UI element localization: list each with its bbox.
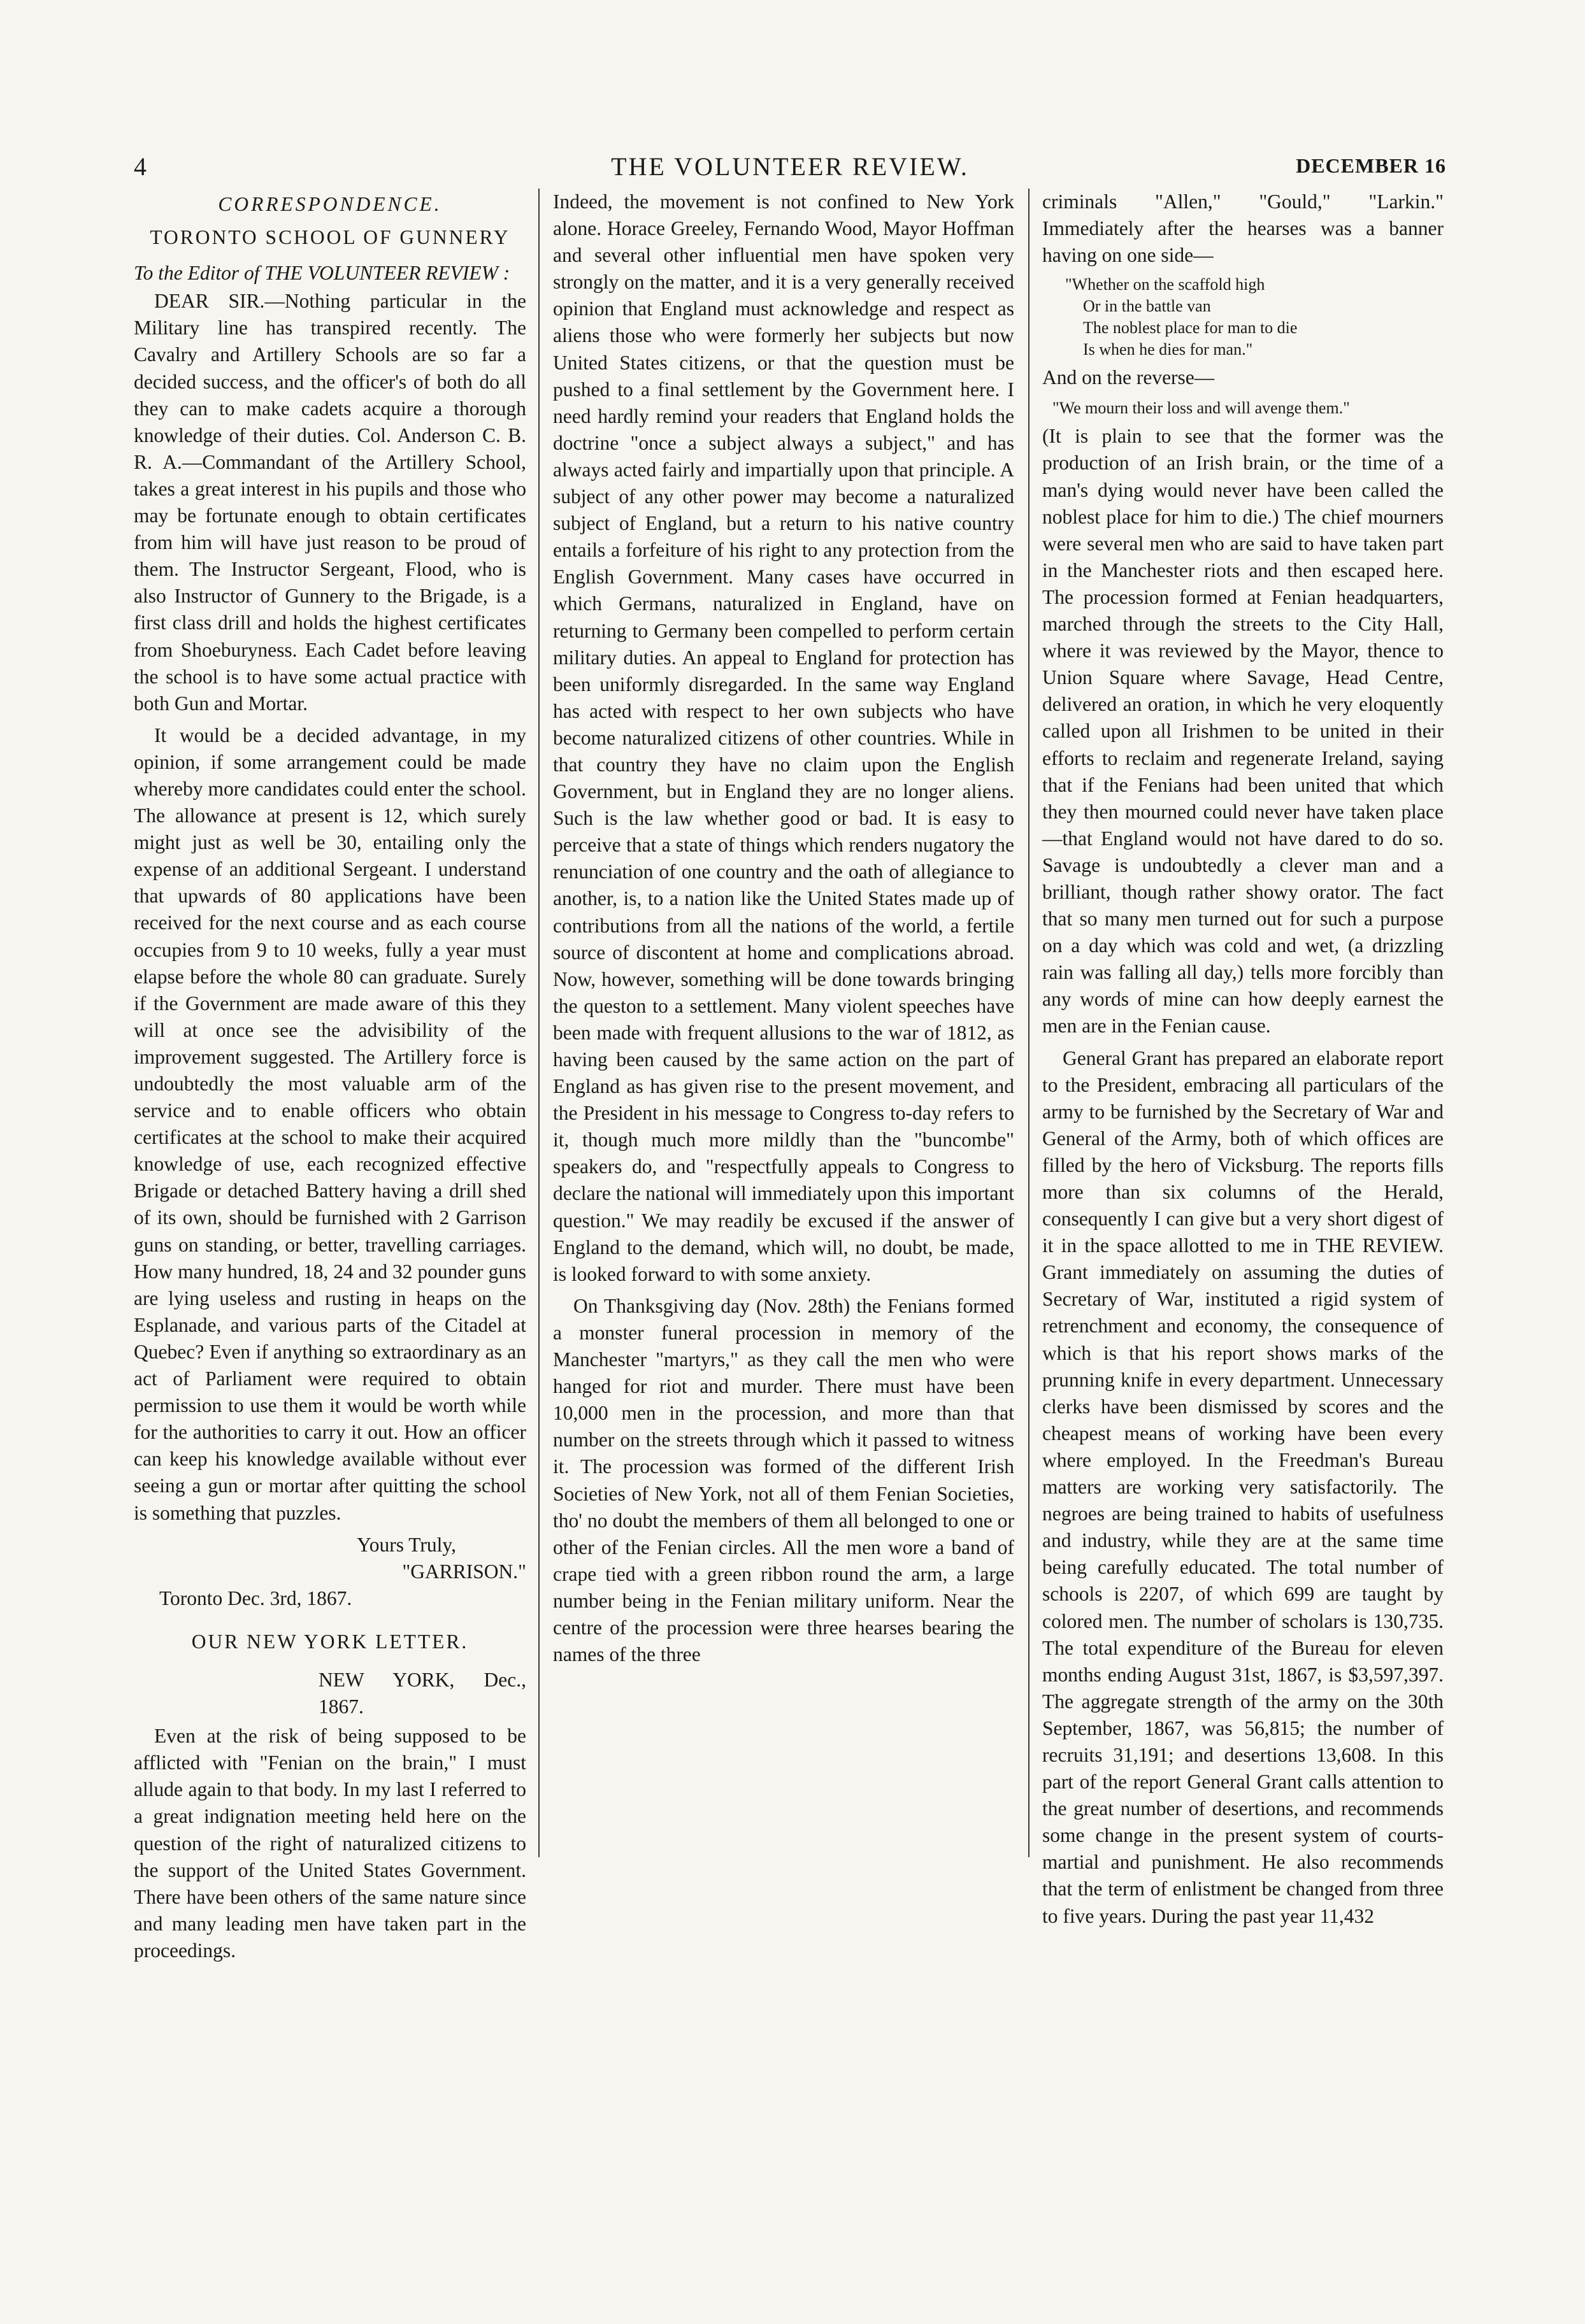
column-rule-left [538,189,540,1857]
column-rule-right [1028,189,1029,1857]
verse-line: Or in the battle van [1083,297,1211,316]
column-3 [1042,189,1444,1935]
verse-line: "Whether on the scaffold high [1065,275,1265,294]
letter-dateline: Toronto Dec. 3rd, 1867. [159,1586,352,1609]
paragraph: General Grant has prepared an elaborate report to the President, embracing all particulars of the army to be furnished by the Secretary of War and General of the Army, both of which offices are filled by the hero of Vicksburg. The reports fills more than six columns of the Herald, consequently I can give but a very short digest of it in the space allotted to me in THE REVIEW. Grant immediately on assuming the duties of Secretary of War, instituted a rigid system of retrenchment and economy, the consequence of which is that his report shows marks of the prunning knife in every department. Unnecessary clerks have been dismissed by scores and the cheapest means of working have been every where employed. In the Freedman's Bureau matters are working very satisfactorily. The negroes are being trained to habits of usefulness and industry, while they are at the same time being carefully educated. The total number of schools is 2207, of which 699 are taught by colored men. The number of scholars is 130,735. The total expenditure of the Bureau for eleven months ending August 31st, 1867, is $3,597,397. The aggregate strength of the army on the 30th September, 1867, was 56,815; the number of recruits 31,191; and desertions 13,608. In this part of the report General Grant calls attention to the great number of desertions, and recommends some change in the present system of courts-martial and punishment. He also recommends that the term of enlistment be changed from three to five years. During the past year 11,432 [1042,1046,1444,1927]
publication-title: THE VOLUNTEER REVIEW. [611,152,969,181]
page-header [134,152,1446,183]
page-number: 4 [134,152,147,181]
paragraph: DEAR SIR.—Nothing particular in the Military line has transpired recently. The Cavalry and Artillery Schools are so far a decided success, and the officer's of both do all they can to make cadets acquire a thorough knowledge of their duties. Col. Anderson C. B. R. A.—Commandant of the Artillery School, takes a great interest in his pupils and those who may be fortunate enough to obtain certificates from him will have just reason to be proud of them. The Instructor Sergeant, Flood, who is also Instructor of Gunnery to the Brigade, is a first class drill and holds the highest certificates from Shoeburyness. Each Cadet before leaving the school is to have some actual practice with both Gun and Mortar. [134,290,526,715]
letter-signature: "GARRISON." [402,1560,526,1583]
verse-line: The noblest place for man to die [1083,318,1298,338]
paragraph: (It is plain to see that the former was the production of an Irish brain, or the time of a man's dying would never have been called the noblest place for him to die.) The chief mourners were several men who are said to have taken part in the Manchester riots and then escaped here. The procession formed at Fenian headquarters, marched through the streets to the City Hall, where it was reviewed by the Mayor, thence to Union Square where Savage, Head Centre, delivered an oration, in which he very eloquently called upon all Irishmen to be united in their efforts to reclaim and regenerate Ireland, saying that if the Fenians had been united that which they then mourned could never have taken place—that England would not have dared to do so. Savage is undoubtedly a clever man and a brilliant, though rather showy orator. The fact that so many men turned out for such a purpose on a day which was cold and wet, (a drizzling rain was falling all day,) tells more forcibly than any words of mine can how deeply earnest the men are in the Fenian cause. [1042,425,1444,1037]
column-2 [553,189,1014,1673]
letter-title: TORONTO SCHOOL OF GUNNERY [150,226,510,249]
column-1 [134,189,526,1969]
paragraph: It would be a decided advantage, in my opinion, if some arrangement could be made whereby more candidates could enter the school. The allowance at present is 12, which surely might just as well be 30, entailing only the expense of an additional Sergeant. I understand that upwards of 80 applications have been received for the next course and as each course occupies from 9 to 10 weeks, fully a year must elapse before the whole 80 can graduate. Surely if the Government are made aware of this they will at once see the advisibility of the improvement suggested. The Artillery force is undoubtedly the most valuable arm of the service and to enable officers who obtain certificates at the school to make their acquired knowledge of use, each recognized effective Brigade or detached Battery having a drill shed of its own, should be furnished with 2 Garrison guns on standing, or better, travelling carriages. How many hundred, 18, 24 and 32 pounder guns are lying useless and rusting in heaps on the Esplanade, and various parts of the Citadel at Quebec? Even if anything so extraordinary as an act of Parliament were required to obtain permission to use them it would be worth while for the authorities to carry it out. How an officer can keep his knowledge available without ever seeing a gun or mortar after quitting the school is something that puzzles. [134,724,526,1524]
section-heading: CORRESPONDENCE. [218,193,442,215]
paragraph: On Thanksgiving day (Nov. 28th) the Fenians formed a monster funeral procession in memory of the Manchester "martyrs," as they call the men who were hanged for riot and murder. There must have been 10,000 men in the procession, and more than that number on the streets through which it passed to witness it. The procession was formed of the different Irish Societies of New York, not all of them Fenian Societies, tho' no doubt the members of them all belonged to one or other of the Fenian circles. All the men wore a band of crape tied with a green ribbon round the arm, a large number being in the Fenian military uniform. Near the centre of the procession were three hearses bearing the names of the three [553,1294,1014,1666]
letter-closing: Yours Truly, [357,1533,456,1556]
banner-reverse-quote: "We mourn their loss and will avenge them." [1052,399,1350,418]
letter-address: To the Editor of THE VOLUNTEER REVIEW : [134,262,510,285]
paragraph: Even at the risk of being supposed to be afflicted with "Fenian on the brain," I must allude again to that body. In my last I referred to a great indignation meeting held here on the question of the right of naturalized citizens to the support of the United States Government. There have been others of the same nature since and many leading men have taken part in the proceedings. [134,1725,526,1962]
verse-line: Is when he dies for man." [1083,340,1253,359]
letter-place: NEW YORK, Dec., 1867. [319,1668,526,1718]
paragraph: Indeed, the movement is not confined to New York alone. Horace Greeley, Fernando Wood, Mayor Hoffman and several other influential men have spoken very strongly on the matter, and it is a very generally received opinion that England must acknowledge and respect as aliens those who were formerly her subjects but now United States citizens, or that the question must be pushed to a final settlement by the Government here. I need hardly remind your readers that England holds the doctrine "once a subject always a subject," and has always acted fairly and impartially upon that principle. A subject of any other power may become a naturalized subject of England, but a return to his native country entails a forfeiture of his right to any protection from the English Government. Many cases have occurred in which Germans, naturalized in England, have on returning to Germany been compelled to perform certain military duties. An appeal to England for protection has been uniformly disregarded. In the same way England has acted with respect to her own subjects who have become naturalized citizens of other countries. While in that country they have no claim upon the English Government, but in England they are no longer aliens. Such is the law whether good or bad. It is easy to perceive that a state of things which renders nugatory the renunciation of one country and the oath of allegiance to another, is, to a nation like the United States made up of contributions from all the nations of the world, a fertile source of discontent at home and complications abroad. Now, however, something will be done towards bringing the queston to a settlement. Many violent speeches have been made with frequent allusions to the war of 1812, as having been caused by the same action on the part of England as has given rise to the present movement, and the President in his message to Congress to-day refers to it, though much more mildly than the "buncombe" speakers do, and "respectfully appeals to Congress to declare the national will immediately upon this important question." We may readily be excused if the answer of England to the demand, which will, no doubt, be made, is looked forward to with some anxiety. [553,190,1014,1285]
paragraph: And on the reverse— [1042,366,1215,389]
issue-date: DECEMBER 16 [1296,154,1446,177]
letter-title: OUR NEW YORK LETTER. [191,1630,469,1653]
banner-verse [1065,274,1444,360]
paragraph: criminals "Allen," "Gould," "Larkin." Immediately after the hearses was a banner having on one side— [1042,190,1444,267]
